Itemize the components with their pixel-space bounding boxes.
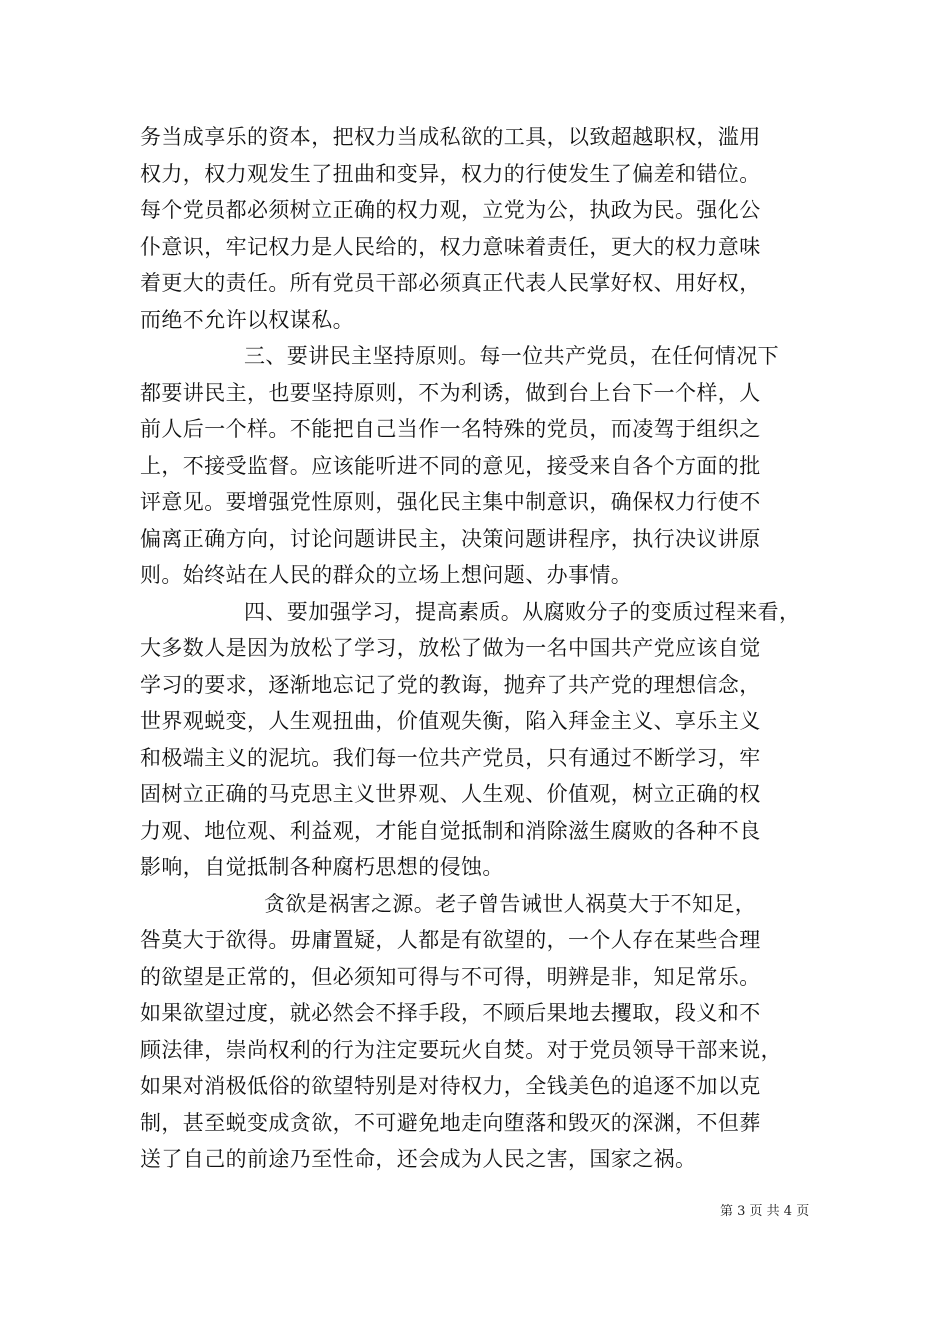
text-line: 着更大的责任。所有党员干部必须真正代表人民掌好权、用好权，: [140, 271, 761, 295]
text-line: 大多数人是因为放松了学习，放松了做为一名中国共产党应该自觉: [140, 636, 761, 660]
text-line: 世界观蜕变，人生观扭曲，价值观失衡，陷入拜金主义、享乐主义: [140, 709, 761, 733]
section-heading-line: 四、要加强学习，提高素质。从腐败分子的变质过程来看，: [244, 599, 801, 624]
text-line: 每个党员都必须树立正确的权力观，立党为公，执政为民。强化公: [140, 198, 761, 222]
text-line: 送了自己的前途乃至性命，还会成为人民之害，国家之祸。: [140, 1147, 697, 1171]
text-line: 前人后一个样。不能把自己当作一名特殊的党员，而凌驾于组织之: [140, 417, 761, 441]
text-line: 影响，自觉抵制各种腐朽思想的侵蚀。: [140, 855, 504, 879]
text-line: 上，不接受监督。应该能听进不同的意见，接受来自各个方面的批: [140, 453, 761, 478]
text-line: 仆意识，牢记权力是人民给的，权力意味着责任，更大的权力意味: [140, 234, 761, 259]
page-number: 第 3 页 共 4 页: [720, 1204, 810, 1219]
text-line: 力观、地位观、利益观，才能自觉抵制和消除滋生腐败的各种不良: [140, 818, 761, 843]
text-line: 顾法律，崇尚权利的行为注定要玩火自焚。对于党员领导干部来说，: [140, 1037, 782, 1062]
text-line: 学习的要求，逐渐地忘记了党的教诲，抛弃了共产党的理想信念，: [140, 672, 761, 697]
text-line: 如果对消极低俗的欲望特别是对待权力，全钱美色的追逐不加以克: [140, 1074, 761, 1098]
text-line: 和极端主义的泥坑。我们每一位共产党员，只有通过不断学习，牢: [140, 745, 761, 770]
text-line: 的欲望是正常的，但必须知可得与不可得，明辨是非，知足常乐。: [140, 964, 761, 989]
text-line: 偏离正确方向，讨论问题讲民主，决策问题讲程序，执行决议讲原: [140, 526, 761, 551]
text-line: 都要讲民主，也要坚持原则，不为利诱，做到台上台下一个样，人: [140, 380, 761, 405]
text-line: 权力，权力观发生了扭曲和变异，权力的行使发生了偏差和错位。: [140, 161, 761, 186]
document-body: [140, 119, 830, 1178]
section-heading-line: 三、要讲民主坚持原则。每一位共产党员，在任何情况下: [244, 344, 779, 368]
text-line: 固树立正确的马克思主义世界观、人生观、价值观，树立正确的权: [140, 782, 761, 806]
text-line: 咎莫大于欲得。毋庸置疑，人都是有欲望的，一个人存在某些合理: [140, 928, 761, 952]
text-line: 而绝不允许以权谋私。: [140, 307, 354, 332]
text-line: 如果欲望过度，就必然会不择手段，不顾后果地去攫取，段义和不: [140, 1001, 761, 1025]
text-line: 则。始终站在人民的群众的立场上想问题、办事情。: [140, 563, 633, 587]
text-line: 评意见。要增强党性原则，强化民主集中制意识，确保权力行使不: [140, 490, 761, 514]
text-line: 务当成享乐的资本，把权力当成私欲的工具，以致超越职权，滥用: [140, 125, 761, 149]
paragraph-start-line: 贪欲是祸害之源。老子曾告诫世人祸莫大于不知足，: [264, 891, 757, 916]
text-line: 制，甚至蜕变成贪欲，不可避免地走向堕落和毁灭的深渊，不但葬: [140, 1110, 761, 1135]
